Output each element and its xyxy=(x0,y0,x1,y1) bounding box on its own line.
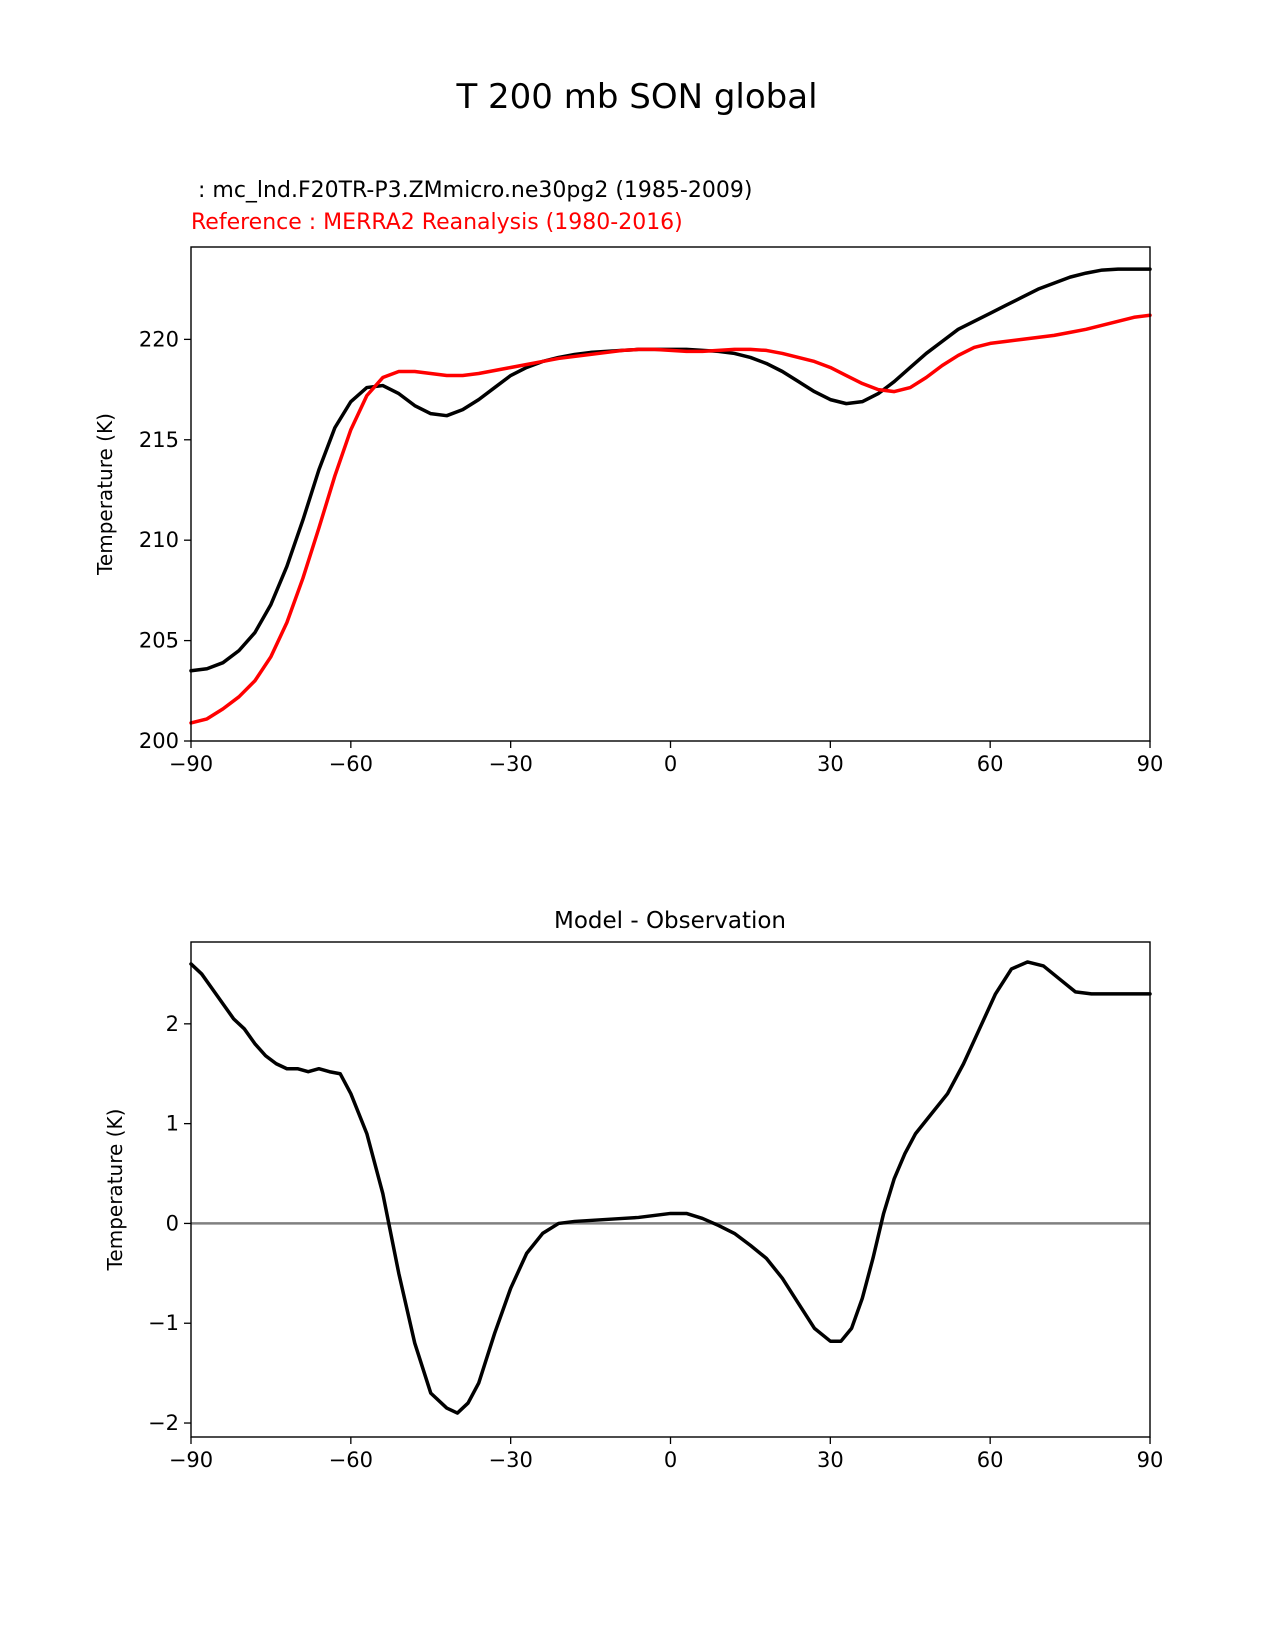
series-line-1 xyxy=(191,315,1150,723)
temperature-axes xyxy=(93,247,1163,776)
x-tick-label: −90 xyxy=(168,1448,214,1472)
test-case-label: : mc_lnd.F20TR-P3.ZMmicro.ne30pg2 (1985-2009) xyxy=(191,178,753,203)
x-tick-label: −60 xyxy=(328,1448,373,1472)
temperature-panel xyxy=(93,178,1163,776)
difference-title: Model - Observation xyxy=(553,908,787,934)
y-axis-label: Temperature (K) xyxy=(103,1108,127,1271)
x-tick-label: 60 xyxy=(976,752,1004,776)
y-tick-label: 210 xyxy=(138,528,179,553)
y-tick-label: 220 xyxy=(138,327,179,352)
x-tick-label: −90 xyxy=(168,752,214,776)
y-tick-label: 1 xyxy=(165,1111,179,1136)
x-tick-label: 90 xyxy=(1136,1448,1164,1472)
axes-frame xyxy=(191,247,1150,741)
series-line-0 xyxy=(191,962,1150,1413)
x-tick-label: 0 xyxy=(663,1448,678,1472)
reference-label: Reference : MERRA2 Reanalysis (1980-2016) xyxy=(191,210,683,235)
x-tick-label: 0 xyxy=(663,752,678,776)
x-tick-label: 30 xyxy=(816,1448,844,1472)
temperature-plot-area xyxy=(191,269,1150,723)
x-tick-label: 30 xyxy=(816,752,844,776)
difference-axes xyxy=(103,942,1163,1472)
difference-panel xyxy=(103,908,1163,1472)
axes-frame xyxy=(191,942,1150,1437)
x-tick-label: −30 xyxy=(488,752,533,776)
y-tick-label: 200 xyxy=(138,729,179,753)
y-tick-label: 205 xyxy=(138,628,179,653)
y-tick-label: −1 xyxy=(148,1311,179,1336)
x-tick-label: 60 xyxy=(976,1448,1004,1472)
y-tick-label: −2 xyxy=(148,1411,179,1436)
y-tick-label: 2 xyxy=(165,1011,179,1036)
x-tick-label: 90 xyxy=(1136,752,1164,776)
figure-title: T 200 mb SON global xyxy=(456,77,818,117)
y-tick-label: 0 xyxy=(165,1211,179,1236)
y-axis-label: Temperature (K) xyxy=(93,413,117,575)
x-tick-label: −30 xyxy=(488,1448,533,1472)
x-tick-label: −60 xyxy=(328,752,373,776)
difference-plot-area xyxy=(191,962,1150,1413)
y-tick-label: 215 xyxy=(138,427,179,452)
series-line-0 xyxy=(191,269,1150,671)
